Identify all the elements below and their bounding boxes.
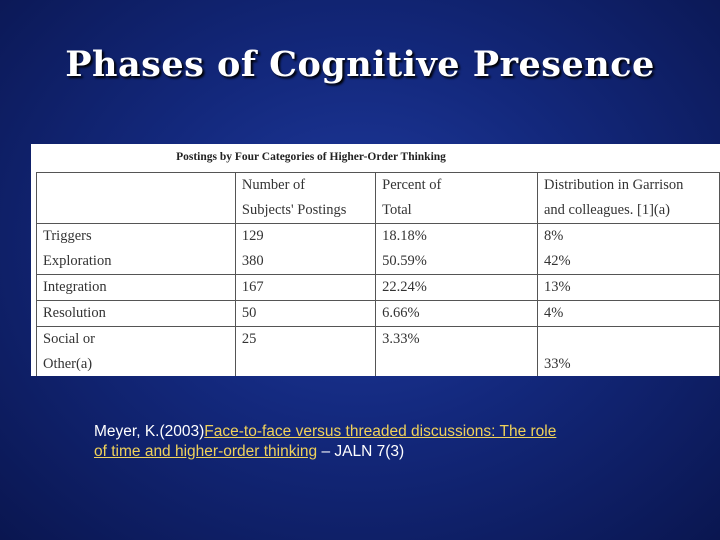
distribution-cell: 13% (538, 275, 720, 301)
category-cell: Resolution (37, 301, 236, 327)
count-cell: 129 380 (235, 224, 375, 275)
category-cell: Social or Other(a) (37, 327, 236, 377)
table-image-panel (31, 144, 720, 376)
citation (94, 422, 564, 462)
citation-link[interactable]: Face-to-face versus threaded discussions: The role of time and higher-order thinking (94, 423, 557, 460)
distribution-cell: 8% 42% (538, 224, 720, 275)
citation-author: Meyer, K.(2003) (94, 423, 205, 440)
count-cell: 50 (235, 301, 375, 327)
distribution-cell: 4% (538, 301, 720, 327)
table-header-row (37, 173, 720, 224)
table-row (37, 275, 720, 301)
table-row (37, 301, 720, 327)
category-cell: Triggers Exploration (37, 224, 236, 275)
header-cell-number: Number of Subjects' Postings (235, 173, 375, 224)
header-cell-distribution: Distribution in Garrison and colleagues. [1](a) (538, 173, 720, 224)
citation-journal: – JALN 7(3) (317, 443, 405, 460)
header-cell-category (37, 173, 236, 224)
table-row (37, 327, 720, 377)
percent-cell: 6.66% (376, 301, 538, 327)
percent-cell: 3.33% (376, 327, 538, 377)
percent-cell: 22.24% (376, 275, 538, 301)
count-cell: 167 (235, 275, 375, 301)
percent-cell: 18.18% 50.59% (376, 224, 538, 275)
distribution-cell: 33% (538, 327, 720, 377)
postings-table (36, 172, 720, 376)
category-cell: Integration (37, 275, 236, 301)
count-cell: 25 (235, 327, 375, 377)
table-caption: Postings by Four Categories of Higher-Order Thinking (176, 151, 446, 163)
header-cell-percent: Percent of Total (376, 173, 538, 224)
table-row (37, 224, 720, 275)
slide-title: Phases of Cognitive Presence (65, 44, 655, 85)
